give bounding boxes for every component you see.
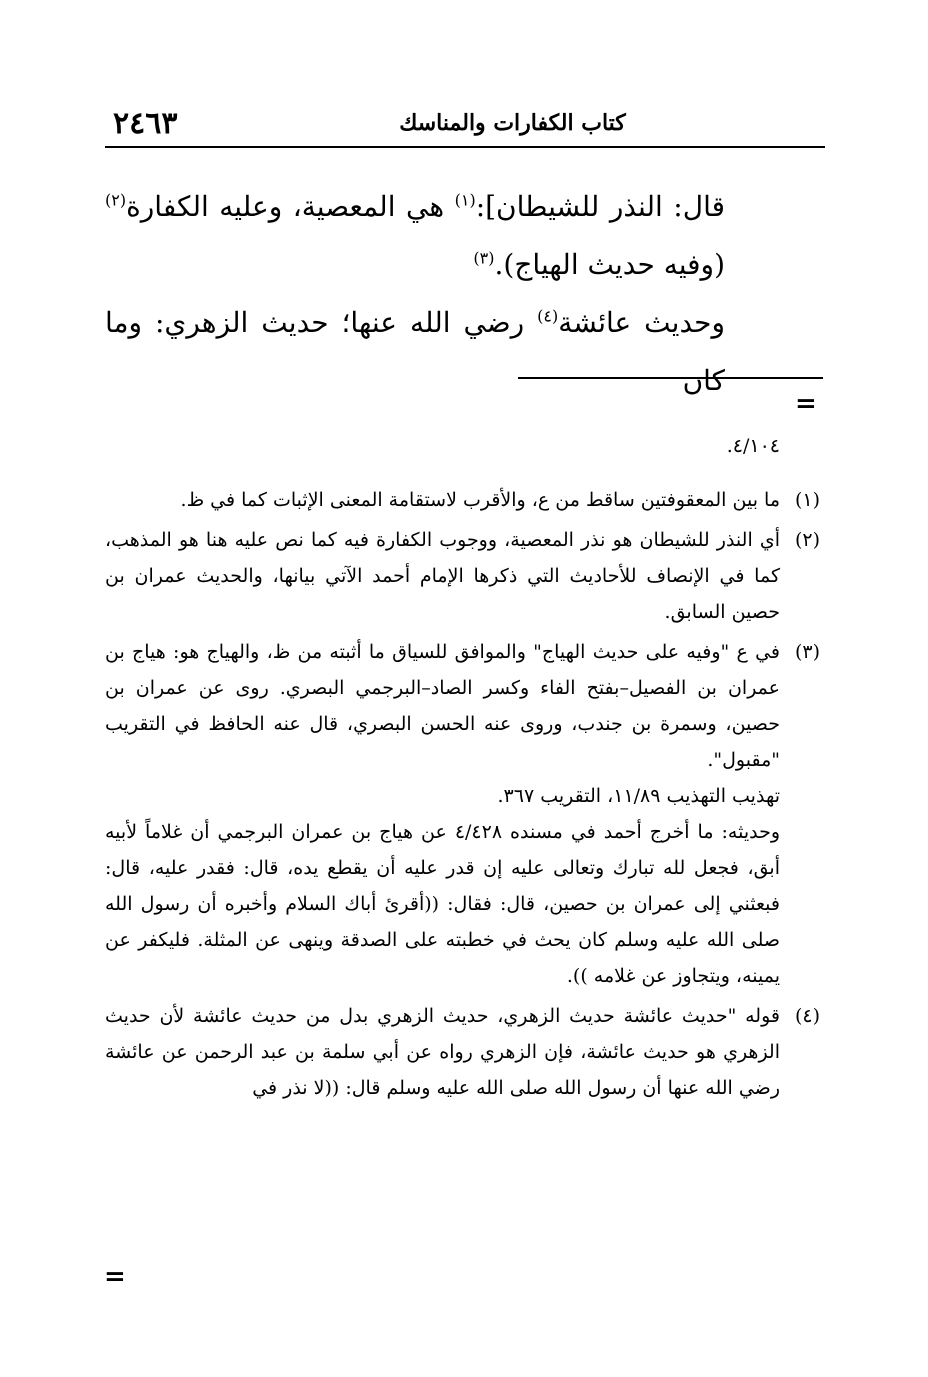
footnote-number: (٣): [794, 641, 820, 663]
footnote-text: وحديثه: ما أخرج أحمد في مسنده ٤/٤٢٨ عن هياج بن عمران البرجمي أن غلاماً لأبيه أبق، فجعل لله تبارك وتعالى عليه إن قدر عليه أن يقطع يده، قال: فقدر عليه، قال: فبعثني إلى عمران بن حصين، قال: فقال: ((أقرئ أباك السلام وأخبره أن رسول الله صلى الله عليه وسلم كان يحث في خطبته على الصدقة وينهى عن المثلة. فليكفر عن يمينه، ويتجاوز عن غلامه )).: [105, 821, 781, 987]
main-text-run: هي المعصية، وعليه الكفارة: [126, 190, 455, 223]
footnote-ref: (٢): [105, 190, 127, 210]
footnote-number: (٢): [794, 529, 820, 551]
page-number: ٢٤٦٣: [113, 106, 178, 141]
footnote-separator: [518, 377, 823, 379]
footnote-number: (١): [794, 489, 820, 511]
footnotes: [105, 428, 820, 1110]
header-rule: [105, 146, 825, 148]
footnote-3: [105, 634, 820, 994]
running-title: كتاب الكفارات والمناسك: [399, 110, 626, 136]
main-text-run: (وفيه حديث الهياج).: [494, 248, 725, 281]
page-header: [105, 100, 825, 144]
main-paragraph: [105, 294, 725, 410]
footnote-4: [105, 998, 820, 1106]
continuation-mark-top: =: [795, 389, 817, 419]
footnote-ref: (٣): [473, 248, 495, 268]
footnote-carryover: ٤/١٠٤.: [726, 435, 780, 457]
main-paragraph: [105, 178, 725, 294]
main-text: [105, 178, 725, 410]
continuation-mark-bottom: =: [104, 1262, 126, 1292]
footnote-text: قوله "حديث عائشة حديث الزهري، حديث الزهري بدل من حديث عائشة لأن حديث الزهري هو حديث عائشة، فإن الزهري رواه عن أبي سلمة بن عبد الرحمن عن عائشة رضي الله عنها أن رسول الله صلى الله عليه وسلم قال: ((لا نذر في: [105, 1005, 780, 1099]
footnote-reference: تهذيب التهذيب ١١/٨٩، التقريب ٣٦٧.: [497, 785, 780, 807]
footnote-number: (٤): [794, 1005, 820, 1027]
footnote-ref: (٤): [537, 306, 559, 326]
footnote-text: في ع "وفيه على حديث الهياج" والموافق للسياق ما أثبته من ظ، والهياج هو: هياج بن عمران بن الفصيل–بفتح الفاء وكسر الصاد–البرجمي البصري. روى عن عمران بن حصين، وسمرة بن جندب، وروى عنه الحسن البصري، قال عنه الحافظ في التقريب "مقبول".: [105, 641, 780, 771]
footnote-text: ما بين المعقوفتين ساقط من ع، والأقرب لاستقامة المعنى الإثبات كما في ظ.: [180, 489, 780, 511]
main-text-run: قال: النذر للشيطان]:: [475, 190, 726, 223]
footnote-text: أي النذر للشيطان هو نذر المعصية، ووجوب الكفارة فيه كما نص عليه هنا هو المذهب، كما في الإنصاف للأحاديث التي ذكرها الإمام أحمد الآتي بيانها، والحديث عمران بن حصين السابق.: [105, 529, 780, 623]
footnote-2: [105, 522, 820, 630]
footnote-1: [105, 482, 820, 518]
main-text-run: وحديث عائشة: [558, 306, 725, 339]
main-text-run: رضي الله عنها؛ حديث الزهري: وما كان: [105, 306, 725, 397]
footnote-ref: (١): [454, 190, 476, 210]
